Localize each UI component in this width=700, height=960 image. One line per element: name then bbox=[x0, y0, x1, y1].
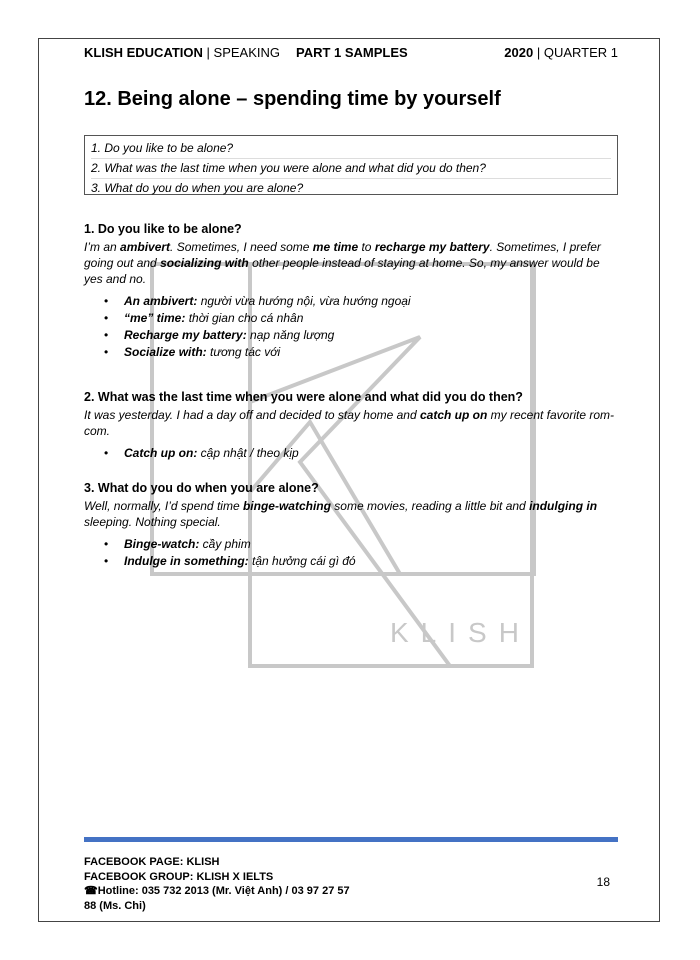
facebook-group: FACEBOOK GROUP: KLISH X IELTS bbox=[84, 870, 274, 883]
vocab-item: • An ambivert: người vừa hướng nội, vừa hướng ngoại bbox=[124, 293, 618, 310]
question-item: 3. What do you do when you are alone? bbox=[91, 181, 304, 195]
answer-section-1 bbox=[84, 222, 618, 361]
questions-box bbox=[84, 135, 618, 195]
watermark-text: KLISH bbox=[390, 617, 531, 648]
page-title: 12. Being alone – spending time by yourself bbox=[84, 88, 501, 110]
phone-icon: ☎ bbox=[84, 885, 98, 897]
header-center: PART 1 SAMPLES bbox=[296, 45, 408, 60]
vocab-list bbox=[84, 536, 618, 570]
header-quarter: QUARTER 1 bbox=[543, 45, 618, 60]
question-item: 1. Do you like to be alone? bbox=[91, 139, 611, 159]
facebook-page: FACEBOOK PAGE: KLISH bbox=[84, 856, 220, 868]
vocab-list bbox=[84, 445, 618, 462]
hotline: ☎Hotline: 035 732 2013 (Mr. Việt Anh) / 03 97 27 57 88 (Ms. Chi) bbox=[84, 885, 350, 912]
page-number: 18 bbox=[596, 875, 610, 889]
answer-section-2 bbox=[84, 390, 618, 462]
answer-text: Well, normally, I’d spend time binge-watching some movies, reading a little bit and indulging in sleeping. Nothing special. bbox=[84, 499, 598, 529]
header-left bbox=[84, 45, 280, 60]
answer-section-3 bbox=[84, 481, 618, 570]
header-brand: KLISH EDUCATION bbox=[84, 45, 203, 60]
answer-text: It was yesterday. I had a day off and decided to stay home and catch up on my recent favorite rom-com. bbox=[84, 408, 615, 438]
header-separator: | bbox=[202, 45, 214, 60]
page-header bbox=[84, 45, 618, 63]
answer-heading: 1. Do you like to be alone? bbox=[84, 222, 242, 236]
answer-heading: 3. What do you do when you are alone? bbox=[84, 481, 319, 495]
answer-heading: 2. What was the last time when you were alone and what did you do then? bbox=[84, 390, 523, 404]
header-separator-2: | bbox=[533, 45, 544, 60]
vocab-item: • Socialize with: tương tác với bbox=[124, 344, 618, 361]
vocab-item: • Catch up on: cập nhật / theo kịp bbox=[124, 445, 618, 462]
header-year: 2020 bbox=[504, 45, 534, 60]
question-item: 2. What was the last time when you were alone and what did you do then? bbox=[91, 159, 611, 179]
vocab-item: • Recharge my battery: nạp năng lượng bbox=[124, 327, 618, 344]
vocab-list bbox=[84, 293, 618, 361]
vocab-item: • “me” time: thời gian cho cá nhân bbox=[124, 310, 618, 327]
vocab-item: • Binge-watch: cầy phim bbox=[124, 536, 618, 553]
footer-contact bbox=[84, 855, 364, 913]
header-section: SPEAKING bbox=[213, 45, 281, 60]
vocab-item: • Indulge in something: tận hưởng cái gì đó bbox=[124, 553, 618, 570]
header-right bbox=[504, 45, 618, 60]
footer-divider bbox=[84, 837, 618, 842]
answer-text: I’m an ambivert. Sometimes, I need some me time to recharge my battery. Sometimes, I prefer going out and socializing with other people instead of staying at home. So, my answer would be yes and no. bbox=[84, 240, 601, 286]
